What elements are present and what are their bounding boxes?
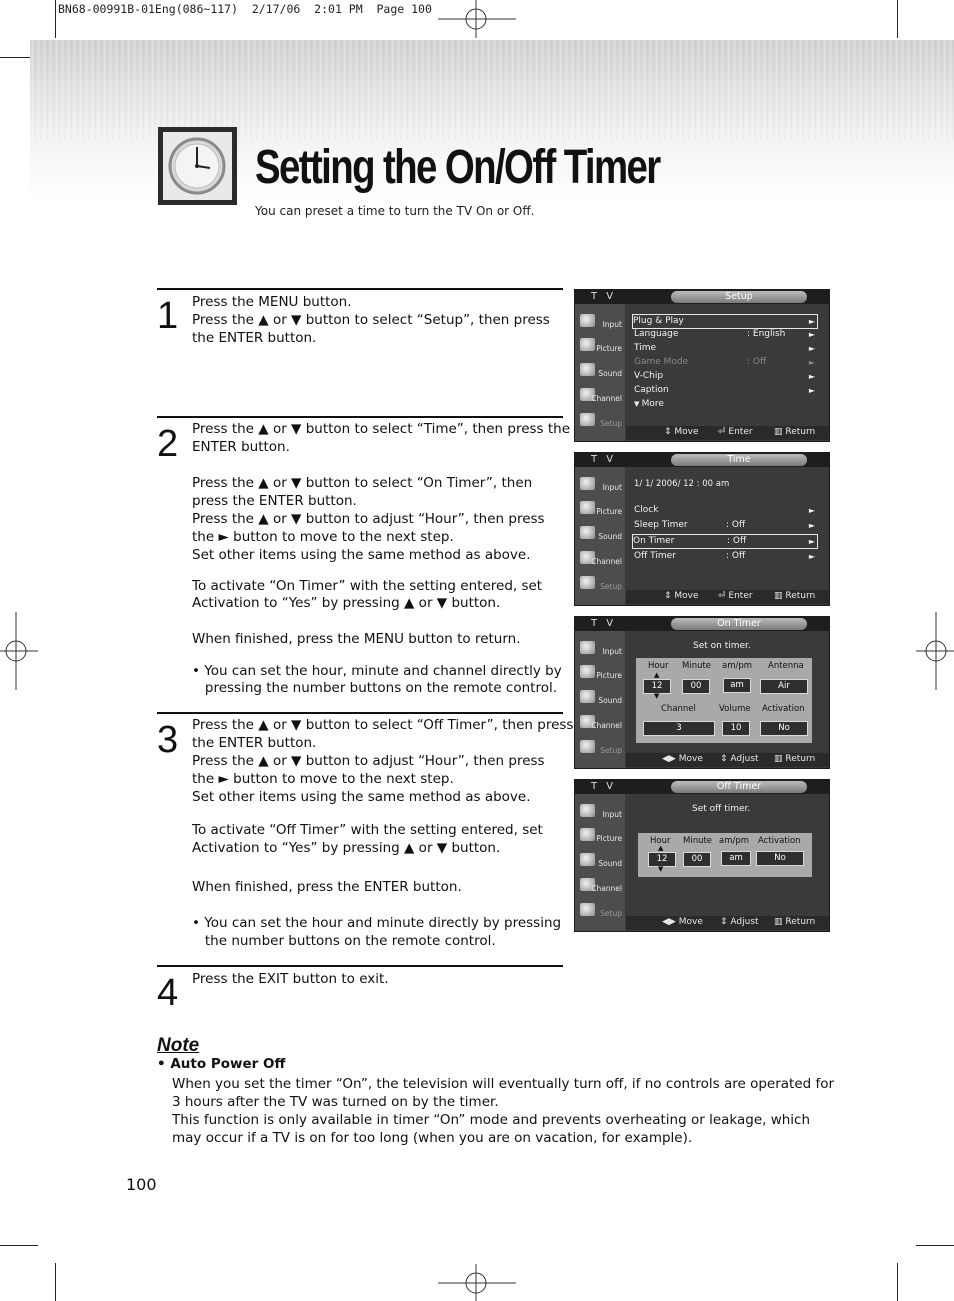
step-text: Press the MENU button. [192, 294, 352, 310]
step-text: Press the ▲ or ▼ button to select “Setup”, then press [192, 312, 550, 328]
menu-item-language: Language : English ► [634, 329, 815, 339]
picture-icon [580, 338, 595, 351]
menu-item-time: Time ► [634, 343, 815, 353]
menu-item-sleep-timer: Sleep Timer : Off ► [634, 520, 815, 530]
note-heading: Note [157, 1035, 200, 1056]
hour-field: 12 [643, 679, 671, 694]
menu-item-off-timer: Off Timer : Off ► [634, 551, 815, 561]
sound-icon [580, 690, 595, 703]
step-divider [157, 712, 563, 714]
sidebar-item-input: Input [602, 647, 622, 656]
picture-icon [580, 828, 595, 841]
osd-off-timer [574, 779, 830, 932]
step-number: 1 [157, 295, 179, 337]
off-timer-panel: Hour Minute am/pm Activation ▲ 12 ▼ 00 am No [638, 833, 812, 877]
note-text: 3 hours after the TV was turned on by the timer. [172, 1094, 499, 1110]
step-number: 4 [157, 972, 179, 1014]
osd-on-timer [574, 616, 830, 769]
step-bullet: • You can set the hour and minute directly by pressing [192, 915, 562, 931]
note-text: may occur if a TV is on for too long (when you are on vacation, for example). [172, 1130, 693, 1146]
return-hint: ▥ Return [774, 754, 816, 764]
menu-item-clock: Clock ► [634, 505, 815, 515]
sidebar-item-picture: Picture [596, 507, 622, 516]
step-number: 3 [157, 719, 179, 761]
osd-heading: Set on timer. [693, 641, 751, 651]
sidebar-item-setup: Setup [600, 419, 622, 428]
current-datetime: 1/ 1/ 2006/ 12 : 00 am [634, 479, 730, 489]
registration-mark-icon [438, 1264, 518, 1301]
step-text: the ► button to move to the next step. [192, 771, 454, 787]
step-text: Press the ▲ or ▼ button to select “On Timer”, then [192, 475, 533, 491]
menu-item-caption: Caption ► [634, 385, 815, 395]
osd-setup-menu [574, 289, 830, 442]
step-divider [157, 416, 563, 418]
sidebar-item-setup: Setup [600, 909, 622, 918]
step-text: Press the ▲ or ▼ button to adjust “Hour”, then press [192, 511, 545, 527]
step-text: To activate “Off Timer” with the setting entered, set [192, 822, 543, 838]
step-divider [157, 965, 563, 967]
return-hint: ▥ Return [774, 917, 816, 927]
page-title: Setting the On/Off Timer [255, 141, 660, 194]
sound-icon [580, 853, 595, 866]
step-divider [157, 288, 563, 290]
crop-mark [916, 1245, 954, 1246]
step-text: Activation to “Yes” by pressing ▲ or ▼ button. [192, 840, 501, 856]
page-subtitle: You can preset a time to turn the TV On or Off. [255, 204, 535, 218]
step-text: To activate “On Timer” with the setting entered, set [192, 578, 543, 594]
step-text: Set other items using the same method as above. [192, 789, 531, 805]
menu-item-plug-play: Plug & Play ► [632, 314, 818, 329]
header-banner-texture [30, 40, 954, 140]
crop-mark [55, 1263, 56, 1301]
sidebar-item-input: Input [602, 320, 622, 329]
note-text: This function is only available in timer “On” mode and prevents overheating or leakage, which [172, 1112, 811, 1128]
input-icon [580, 804, 595, 817]
sidebar-item-input: Input [602, 483, 622, 492]
page-number: 100 [126, 1175, 157, 1194]
channel-field: 3 [643, 721, 715, 736]
step-text: the ENTER button. [192, 330, 317, 346]
volume-field: 10 [722, 721, 750, 736]
osd-tab-title: Time [671, 454, 807, 466]
registration-mark-icon [916, 612, 954, 692]
osd-tv-label: T V [591, 618, 617, 629]
activation-field: No [760, 721, 808, 736]
on-timer-panel: Hour Minute am/pm Antenna ▲ 12 ▼ 00 am Air Channel Volume Activation 3 10 No [636, 658, 812, 743]
step-text: Activation to “Yes” by pressing ▲ or ▼ button. [192, 595, 501, 611]
osd-tab-title: Setup [671, 291, 807, 303]
step-text: When finished, press the ENTER button. [192, 879, 462, 895]
registration-mark-icon [0, 612, 38, 692]
menu-item-on-timer: On Timer : Off ► [632, 534, 818, 549]
step-text: press the ENTER button. [192, 493, 357, 509]
step-text: Press the EXIT button to exit. [192, 971, 389, 987]
enter-hint: ⏎ Enter [718, 427, 753, 437]
picture-icon [580, 501, 595, 514]
sidebar-item-sound: Sound [598, 369, 622, 378]
clock-icon [158, 127, 237, 205]
crop-mark [55, 0, 56, 38]
picture-icon [580, 665, 595, 678]
step-text: the ► button to move to the next step. [192, 529, 454, 545]
osd-heading: Set off timer. [692, 804, 751, 814]
note-text: When you set the timer “On”, the television will eventually turn off, if no controls are operated for [172, 1076, 835, 1092]
registration-mark-icon [438, 0, 518, 40]
crop-mark [0, 1245, 38, 1246]
osd-tab-title: Off Timer [671, 781, 807, 793]
menu-item-more: ▼ More [634, 399, 664, 409]
sound-icon [580, 363, 595, 376]
crop-mark [897, 1263, 898, 1301]
minute-field: 00 [683, 852, 711, 867]
sidebar-item-input: Input [602, 810, 622, 819]
hour-field: 12 [648, 852, 676, 867]
crop-mark [897, 0, 898, 38]
step-text: Set other items using the same method as above. [192, 547, 531, 563]
menu-item-game-mode: Game Mode : Off ► [634, 357, 815, 367]
sidebar-item-channel: Channel [591, 557, 622, 566]
input-icon [580, 641, 595, 654]
print-header: BN68-00991B-01Eng(086~117) 2/17/06 2:01 PM Page 100 [58, 2, 432, 16]
step-text: Press the ▲ or ▼ button to select “Off Timer”, then press [192, 717, 574, 733]
step-text: ENTER button. [192, 439, 290, 455]
sidebar-item-setup: Setup [600, 746, 622, 755]
setup-icon [580, 576, 595, 589]
osd-tv-label: T V [591, 454, 617, 465]
move-hint: ⇕ Move [664, 427, 699, 437]
adjust-hint: ⇕ Adjust [720, 917, 759, 927]
sidebar-item-picture: Picture [596, 671, 622, 680]
osd-tab-title: On Timer [671, 618, 807, 630]
return-hint: ▥ Return [774, 591, 816, 601]
input-icon [580, 314, 595, 327]
sidebar-item-channel: Channel [591, 721, 622, 730]
setup-icon [580, 413, 595, 426]
move-hint: ◀▶ Move [662, 917, 703, 927]
ampm-field: am [723, 678, 751, 693]
step-text: Press the ▲ or ▼ button to select “Time”, then press the [192, 421, 571, 437]
step-text: the ENTER button. [192, 735, 317, 751]
step-text: When finished, press the MENU button to return. [192, 631, 521, 647]
menu-item-vchip: V-Chip ► [634, 371, 815, 381]
step-bullet: pressing the number buttons on the remote control. [192, 680, 558, 696]
activation-field: No [756, 851, 804, 866]
sidebar-item-picture: Picture [596, 344, 622, 353]
osd-time-menu [574, 452, 830, 606]
enter-hint: ⏎ Enter [718, 591, 753, 601]
sidebar-item-sound: Sound [598, 696, 622, 705]
step-bullet: • You can set the hour, minute and channel directly by [192, 663, 562, 679]
adjust-hint: ⇕ Adjust [720, 754, 759, 764]
move-hint: ⇕ Move [664, 591, 699, 601]
step-number: 2 [157, 423, 179, 465]
sidebar-item-setup: Setup [600, 582, 622, 591]
osd-tv-label: T V [591, 781, 617, 792]
ampm-field: am [721, 851, 751, 866]
sidebar-item-channel: Channel [591, 884, 622, 893]
note-bullet: • Auto Power Off [157, 1056, 286, 1072]
move-hint: ◀▶ Move [662, 754, 703, 764]
setup-icon [580, 740, 595, 753]
sidebar-item-sound: Sound [598, 532, 622, 541]
step-text: Press the ▲ or ▼ button to adjust “Hour”, then press [192, 753, 545, 769]
minute-field: 00 [682, 679, 710, 694]
sidebar-item-sound: Sound [598, 859, 622, 868]
sound-icon [580, 526, 595, 539]
step-bullet: the number buttons on the remote control. [192, 933, 496, 949]
return-hint: ▥ Return [774, 427, 816, 437]
sidebar-item-channel: Channel [591, 394, 622, 403]
input-icon [580, 477, 595, 490]
sidebar-item-picture: Picture [596, 834, 622, 843]
setup-icon [580, 903, 595, 916]
antenna-field: Air [760, 679, 808, 694]
osd-tv-label: T V [591, 291, 617, 302]
